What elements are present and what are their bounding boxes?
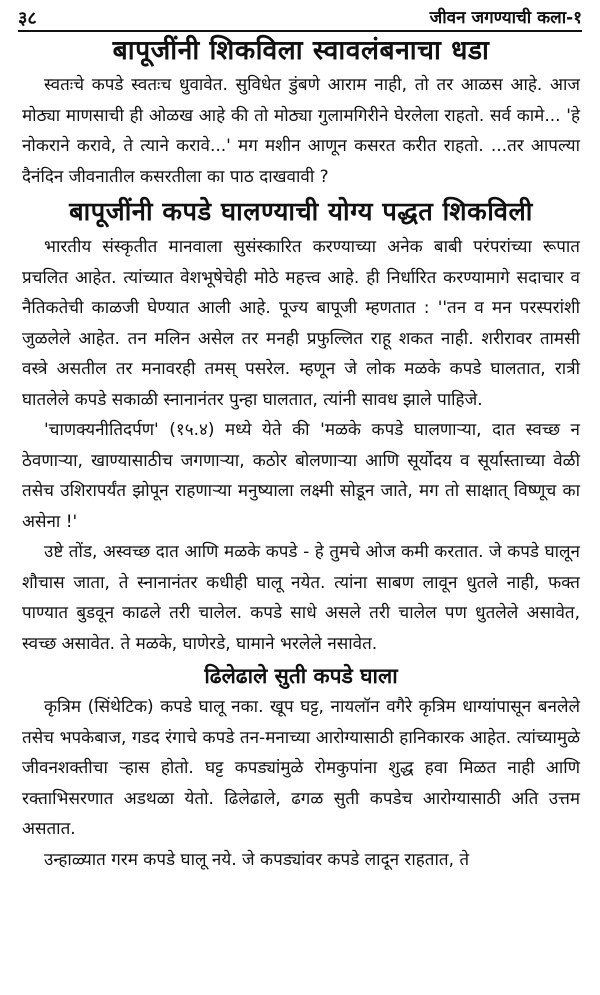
paragraph-clean-clothes: उष्टे तोंड, अस्वच्छ दात आणि मळके कपडे - हे तुमचे ओज कमी करतात. जे कपडे घालून शौचास जाता, ते स्नानानंतर कधीही घालू नयेत. त्यांना साबण लावून धुतले नाही, फक्त पाण्यात बुडवून काढले तरी चालेल. कपडे साधे असले तरी चालेल पण धुतलेले असावेत, स्वच्छ असावेत. ते मळके, घाणेरडे, घामाने भरलेले नसावेत. [22,542,580,654]
page-number: ३८ [18,8,37,29]
section-heading-self-reliance: बापूजींनी शिकविला स्वावलंबनाचा धडा [112,35,490,66]
paragraph-chanakya-quote: 'चाणक्यनीतिदर्पण' (१५.४) मध्ये येते की 'मळके कपडे घालणाऱ्या, दात स्वच्छ न ठेवणाऱ्या, खाण्यासाठीच जगणाऱ्या, कठोर बोलणाऱ्या आणि सूर्योदय व सूर्यास्ताच्या वेळी तसेच उशिरापर्यंत झोपून राहणाऱ्या मनुष्याला लक्ष्मी सोडून जाते, मग तो साक्षात् विष्णूच का असेना !' [22,420,580,532]
section-heading-clothing-method: बापूजींनी कपडे घालण्याची योग्य पद्धत शिकविली [69,197,533,227]
paragraph-self-reliance: स्वतःचे कपडे स्वतःच धुवावेत. सुविधेत डुंबणे आराम नाही, तो तर आळस आहे. आज मोठ्या माणसाची ही ओळख आहे की तो मोठ्या गुलामगिरीने घेरलेला राहतो. सर्व कामे... 'हे नोकराने करावे, ते त्याने करावे...' मग मशीन आणून कसरत करीत राहतो. ...तर आपल्या दैनंदिन जीवनातील कसरतीला का पाठ दाखवावी ? [22,75,580,187]
paragraph-summer-clothes: उन्हाळ्यात गरम कपडे घालू नये. जे कपड्यांवर कपडे लादून राहतात, ते [44,849,470,870]
paragraph-synthetic-clothes: कृत्रिम (सिंथेटिक) कपडे घालू नका. खूप घट्ट, नायलॉन वगैरे कृत्रिम धाग्यांपासून बनलेले तसेच भपकेबाज, गडद रंगाचे कपडे तन-मनाच्या आरोग्यासाठी हानिकारक आहेत. त्यांच्यामुळे जीवनशक्तीचा ऱ्हास होतो. घट्ट कपड्यांमुळे रोमकुपांना शुद्ध हवा मिळत नाही आणि रक्ताभिसरणात अडथळा येतो. ढिलेढाले, ढगळ सुती कपडेच आरोग्यासाठी अति उत्तम असतात. [22,697,580,839]
page-header [18,0,582,32]
paragraph-indian-culture: भारतीय संस्कृतीत मानवाला सुसंस्कारित करण्याच्या अनेक बाबी परंपरांच्या रूपात प्रचलित आहेत. त्यांच्यात वेशभूषेचेही मोठे महत्त्व आहे. ही निर्धारित करण्यामागे सदाचार व नैतिकतेची काळजी घेण्यात आली आहे. पूज्य बापूजी म्हणतात : ''तन व मन परस्परांशी जुळलेले आहेत. तन मलिन असेल तर मनही प्रफुल्लित राहू शकत नाही. शरीरावर तामसी वस्त्रे असतील तर मनावरही तमस् पसरेल. म्हणून जे लोक मळके कपडे घालतात, रात्री घातलेले कपडे सकाळी स्नानानंतर पुन्हा घालतात, त्यांनी सावध झाले पाहिजे. [22,237,580,410]
subheading-loose-cotton: ढिलेढाले सुती कपडे घाला [204,664,398,688]
running-title: जीवन जगण्याची कला-१ [429,8,582,28]
